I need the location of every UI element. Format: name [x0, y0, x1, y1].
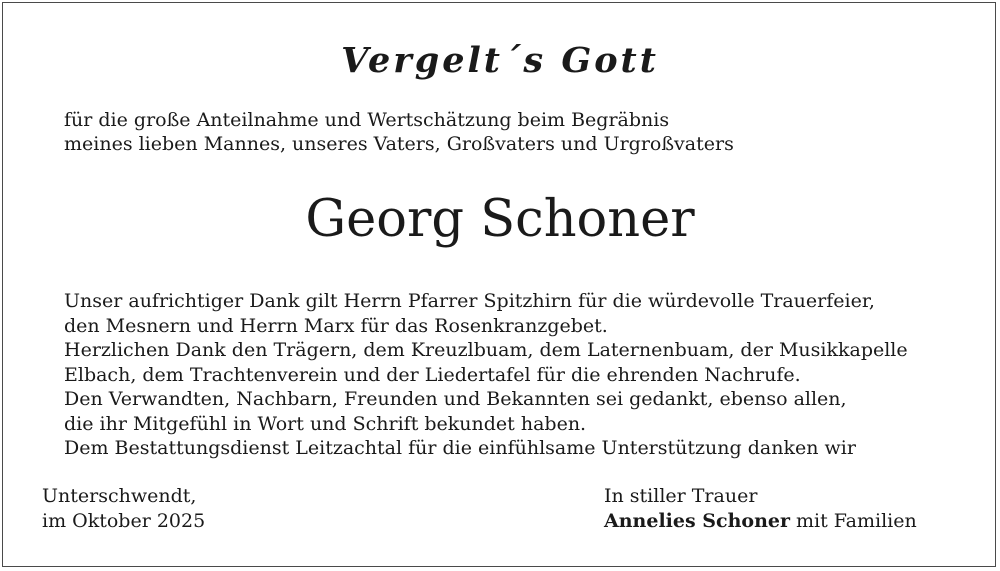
mourner-line: [604, 509, 917, 534]
deceased-name: Georg Schoner: [305, 190, 695, 249]
mourning-phrase: In stiller Trauer: [604, 485, 758, 507]
mourner-name: Annelies Schoner: [604, 510, 790, 532]
thanks-line: Herzlichen Dank den Trägern, dem Kreuzlbuam, dem Laternenbuam, der Musikkapelle: [64, 339, 908, 361]
thanks-text: [64, 289, 908, 461]
mourner-suffix: mit Familien: [789, 510, 917, 532]
thanks-line: Elbach, dem Trachtenverein und der Liedertafel für die ehrenden Nachrufe.: [64, 363, 801, 386]
mourners-signature: [604, 484, 917, 534]
thanks-line: den Mesnern und Herrn Marx für das Rosenkranzgebet.: [64, 314, 608, 337]
intro-line: für die große Anteilnahme und Wertschätzung beim Begräbnis: [64, 109, 670, 131]
thanks-line: die ihr Mitgefühl in Wort und Schrift bekundet haben.: [64, 412, 587, 435]
notice-border: [2, 2, 996, 567]
notice-heading: Vergelt´s Gott: [341, 40, 659, 81]
thanks-line: Unser aufrichtiger Dank gilt Herrn Pfarrer Spitzhirn für die würdevolle Trauerfeier,: [64, 290, 875, 312]
thanks-line: Dem Bestattungsdienst Leitzachtal für die einfühlsame Unterstützung danken wir: [64, 437, 856, 459]
intro-text: [64, 108, 734, 156]
place-line: Unterschwendt,: [42, 485, 197, 507]
place-date: [42, 484, 205, 534]
date-line: im Oktober 2025: [42, 510, 206, 532]
intro-line: meines lieben Mannes, unseres Vaters, Großvaters und Urgroßvaters: [64, 133, 734, 155]
thanks-line: Den Verwandten, Nachbarn, Freunden und Bekannten sei gedankt, ebenso allen,: [64, 388, 847, 410]
